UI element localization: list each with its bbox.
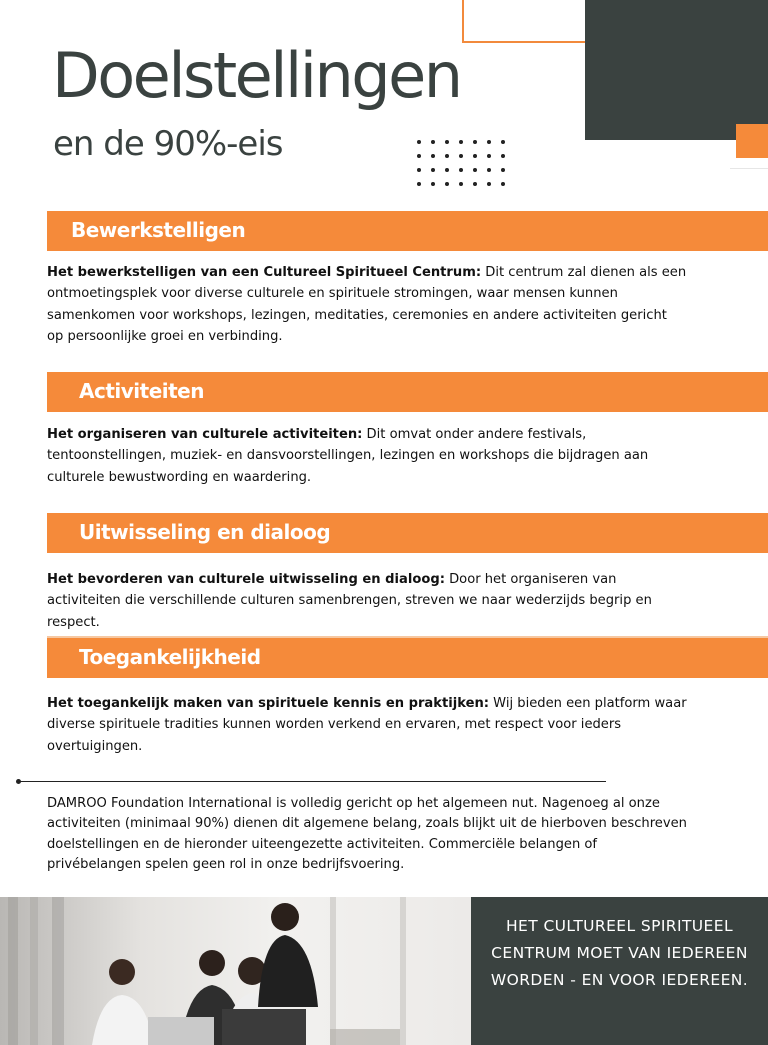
decorative-dot [501, 168, 505, 172]
decorative-dot [487, 154, 491, 158]
decorative-dot [431, 168, 435, 172]
decorative-dot [445, 140, 449, 144]
quote-text: HET CULTUREEL SPIRITUEEL CENTRUM MOET VAN IEDEREEN WORDEN - EN VOOR IEDEREEN. [490, 917, 749, 989]
decorative-dot [473, 182, 477, 186]
decorative-dot [459, 140, 463, 144]
section-lead: Het organiseren van culturele activiteiten: [47, 427, 363, 442]
decorative-orange-square [736, 124, 768, 158]
decorative-dot [501, 154, 505, 158]
page-title: Doelstellingen [52, 39, 461, 112]
decorative-dot [417, 168, 421, 172]
decorative-dot [417, 154, 421, 158]
decorative-dot [487, 182, 491, 186]
divider-line [18, 781, 606, 782]
decorative-dot [431, 140, 435, 144]
quote-box [471, 897, 768, 1045]
decorative-dot [459, 182, 463, 186]
decorative-dot [431, 154, 435, 158]
section-lead: Het toegankelijk maken van spirituele kennis en praktijken: [47, 696, 490, 711]
section-body: Dit omvat onder andere festivals, tentoonstellingen, muziek- en dansvoorstellingen, lezingen en workshops die bijdragen aan culturele bewustwording en waardering. [47, 427, 649, 485]
section-band-bewerkstelligen [47, 211, 768, 251]
decorative-dot [459, 154, 463, 158]
section-lead: Het bevorderen van culturele uitwisseling en dialoog: [47, 572, 445, 587]
decorative-dot [459, 168, 463, 172]
decorative-dark-block [585, 0, 768, 140]
decorative-dot [487, 168, 491, 172]
decorative-dot [417, 140, 421, 144]
decorative-dot [501, 182, 505, 186]
team-meeting-photo [0, 897, 471, 1045]
section-heading: Bewerkstelligen [71, 218, 246, 242]
page-subtitle: en de 90%-eis [53, 124, 283, 164]
statement-paragraph: DAMROO Foundation International is volledig gericht op het algemeen nut. Nagenoeg al onze activiteiten (minimaal 90%) dienen dit algemene belang, zoals blijkt uit de hierboven beschreven doelstellingen en de hieronder uiteengezette activiteiten. Commerciële belangen of privébelangen spelen geen rol in onze bedrijfsvoering. [47, 796, 687, 872]
section-paragraph-uitwisseling [47, 569, 687, 633]
decorative-dot [445, 168, 449, 172]
section-heading: Activiteiten [79, 379, 204, 403]
decorative-dot [487, 140, 491, 144]
section-paragraph-bewerkstelligen [47, 262, 687, 347]
section-paragraph-activiteiten [47, 424, 687, 488]
decorative-dot-grid [417, 140, 507, 188]
decorative-dot [445, 154, 449, 158]
section-heading: Toegankelijkheid [79, 645, 261, 669]
decorative-dot [473, 154, 477, 158]
section-band-uitwisseling [47, 513, 768, 553]
section-body: Door het organiseren van activiteiten die verschillende culturen samenbrengen, streven we naar wederzijds begrip en respect. [47, 572, 652, 630]
decorative-line [730, 168, 768, 169]
section-heading: Uitwisseling en dialoog [79, 520, 331, 544]
decorative-dot [473, 168, 477, 172]
decorative-dot [417, 182, 421, 186]
decorative-dot [473, 140, 477, 144]
decorative-dot [445, 182, 449, 186]
decorative-dot [431, 182, 435, 186]
decorative-dot [501, 140, 505, 144]
photo-illustration [0, 897, 471, 1045]
section-band-activiteiten [47, 372, 768, 412]
section-band-toegankelijkheid [47, 638, 768, 678]
section-body: Wij bieden een platform waar diverse spirituele tradities kunnen worden verkend en ervaren, met respect voor ieders overtuigingen. [47, 696, 687, 754]
section-body: Dit centrum zal dienen als een ontmoetingsplek voor diverse culturele en spirituele stromingen, waar mensen kunnen samenkomen voor workshops, lezingen, meditaties, ceremonies en andere activiteiten gericht op persoonlijke groei en verbinding. [47, 265, 687, 344]
section-paragraph-toegankelijkheid [47, 693, 687, 757]
section-lead: Het bewerkstelligen van een Cultureel Spiritueel Centrum: [47, 265, 482, 280]
